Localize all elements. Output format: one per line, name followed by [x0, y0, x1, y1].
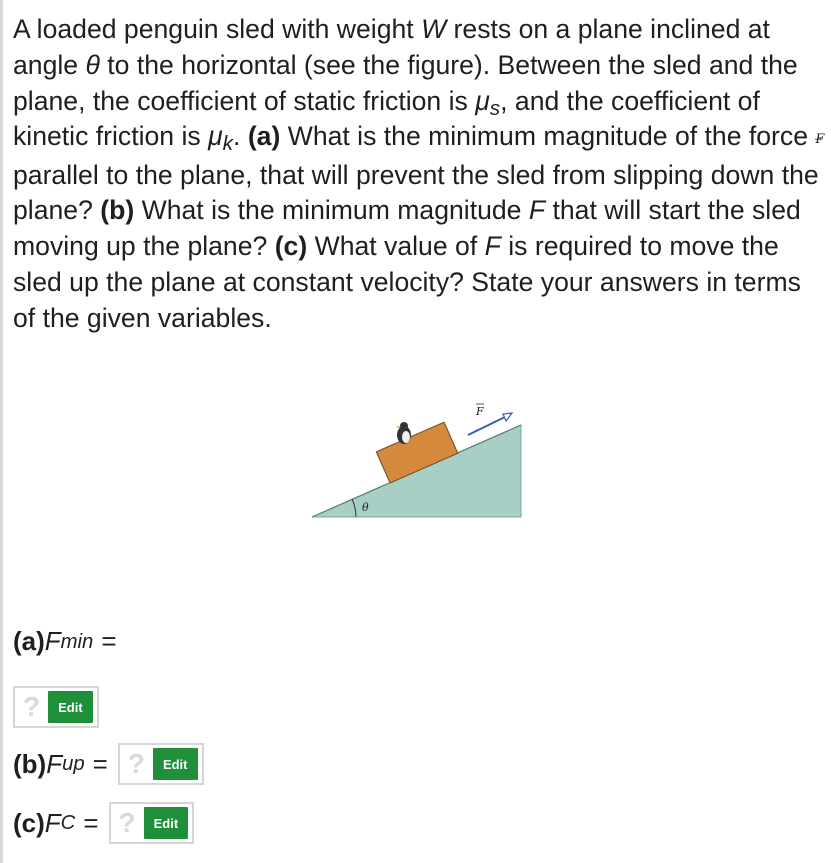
answer-a-input[interactable]	[13, 686, 99, 728]
penguin-icon	[395, 422, 411, 444]
empty-answer-icon: ?	[23, 691, 41, 722]
left-border	[0, 0, 3, 863]
force-vector-symbol: → F	[815, 132, 824, 147]
answer-c-input[interactable]	[109, 802, 195, 844]
answer-a-label-row: (a) F min =	[13, 626, 117, 656]
answer-a-field	[13, 686, 99, 728]
force-label: F	[476, 405, 484, 418]
empty-answer-icon: ?	[127, 748, 145, 779]
answer-b-row: (b) F up = ? Edit	[13, 743, 204, 785]
force-arrow	[468, 417, 505, 435]
edit-button-c[interactable]: Edit	[144, 807, 189, 839]
answer-c-row: (c) F C = ? Edit	[13, 802, 194, 844]
edit-button-a[interactable]: Edit	[48, 691, 93, 723]
answer-b-input[interactable]	[118, 743, 204, 785]
problem-statement: A loaded penguin sled with weight W rests on a plane inclined at angle θ to the horizontal (see the figure). Between the sled and the plane, the coefficient of static friction is $\mu_s$, and the coefficient of kinetic friction is $\mu_k$. (a) What is the minimum magnitude of the force → F parallel to the plane, that will prevent the sled from slipping down the plane? (b) What is the minimum magnitude F that will start the sled moving up the plane? (c) What value of F is required to move the sled up the plane at constant velocity? State your answers in terms of the given variables.	[13, 12, 825, 337]
angle-label: θ	[362, 501, 369, 514]
incline-figure	[300, 395, 540, 525]
empty-answer-icon: ?	[118, 807, 136, 838]
edit-button-b[interactable]: Edit	[153, 748, 198, 780]
